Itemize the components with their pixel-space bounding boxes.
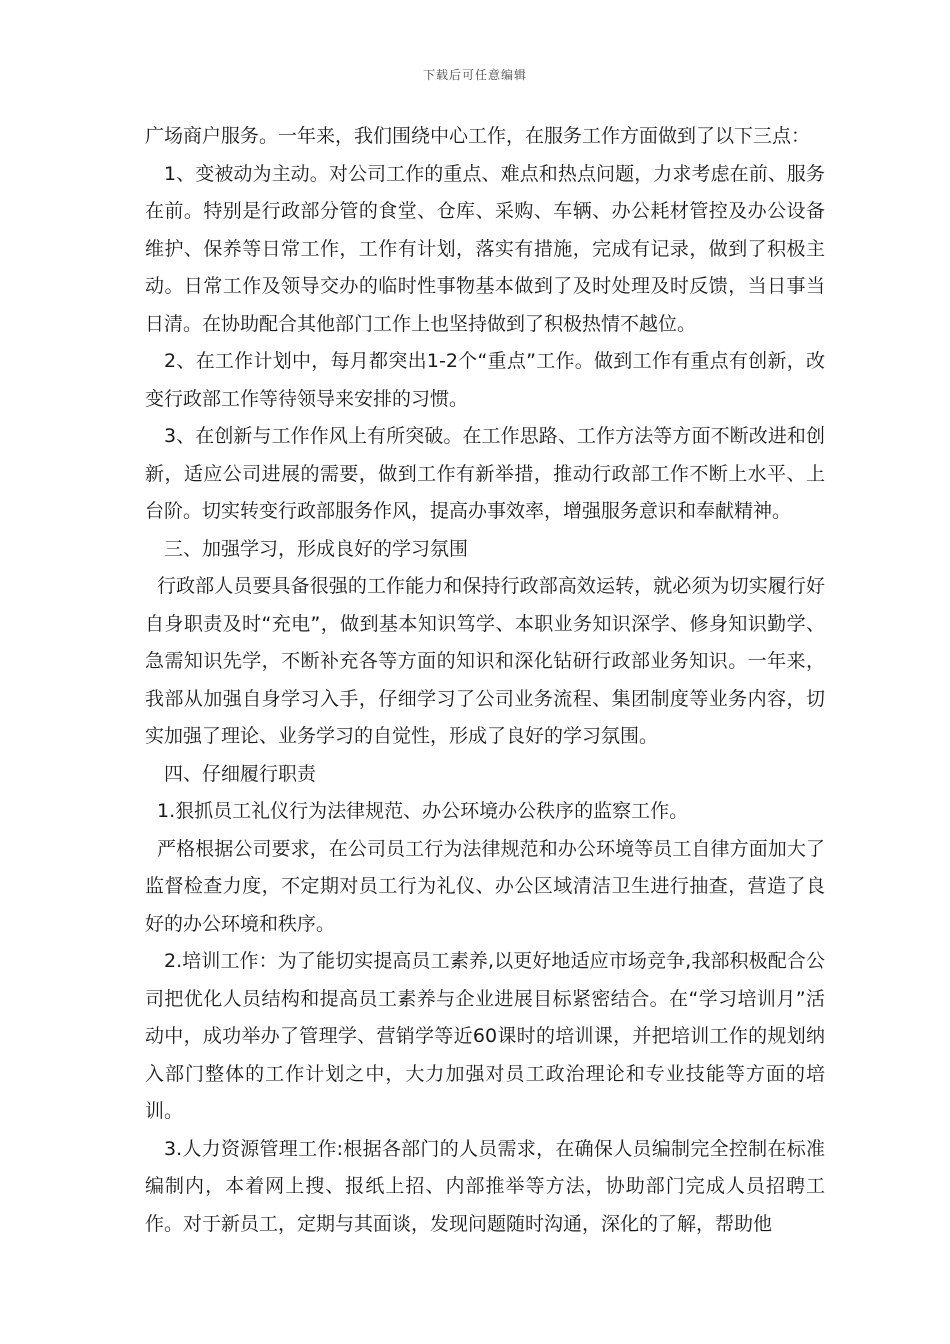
paragraph-duty-3: 3.人力资源管理工作:根据各部门的人员需求，在确保人员编制完全控制在标准编制内，本着网上搜、报纸上招、内部推举等方法，协助部门完成人员招聘工作。对于新员工，定期与其面谈，发现问题随时沟通，深化的了解，帮助他 (145, 1137, 825, 1235)
section-heading-3: 三、加强学习，形成良好的学习氛围 (164, 537, 469, 560)
paragraph-learning: 行政部人员要具备很强的工作能力和保持行政部高效运转，就必须为切实履行好自身职责及时“充电”，做到基本知识笃学、本职业务知识深学、修身知识勤学、急需知识先学，不断补充各等方面的知识和深化钻研行政部业务知识。一年来，我部从加强自身学习入手，仔细学习了公司业务流程、集团制度等业务内容，切实加强了理论、业务学习的自觉性，形成了良好的学习氛围。 (145, 575, 825, 747)
paragraph-point-2: 2、在工作计划中，每月都突出1-2个“重点”工作。做到工作有重点有创新，改变行政部工作等待领导来安排的习惯。 (145, 350, 825, 410)
paragraph-duty-2: 2.培训工作：为了能切实提高员工素养,以更好地适应市场竞争,我部积极配合公司把优化人员结构和提高员工素养与企业进展目标紧密结合。在“学习培训月”活动中，成功举办了管理学、营销学等近60课时的培训课，并把培训工作的规划纳入部门整体的工作计划之中，大力加强对员工政治理论和专业技能等方面的培训。 (145, 950, 825, 1122)
section-heading-4: 四、仔细履行职责 (164, 762, 317, 785)
paragraph-duty-1-detail: 严格根据公司要求，在公司员工行为法律规范和办公环境等员工自律方面加大了监督检查力度，不定期对员工行为礼仪、办公区域清洁卫生进行抽查，营造了良好的办公环境和秩序。 (145, 837, 825, 935)
paragraph-intro: 广场商户服务。一年来，我们围绕中心工作，在服务工作方面做到了以下三点： (145, 125, 811, 147)
document-body (145, 118, 825, 1243)
paragraph-point-3: 3、在创新与工作作风上有所突破。在工作思路、工作方法等方面不断改进和创新，适应公司进展的需要，做到工作有新举措，推动行政部工作不断上水平、上台阶。切实转变行政部服务作风，提高办事效率，增强服务意识和奉献精神。 (145, 425, 825, 522)
paragraph-point-1: 1、变被动为主动。对公司工作的重点、难点和热点问题，力求考虑在前、服务在前。特别是行政部分管的食堂、仓库、采购、车辆、办公耗材管控及办公设备维护、保养等日常工作，工作有计划，落实有措施，完成有记录，做到了积极主动。日常工作及领导交办的临时性事物基本做到了及时处理及时反馈，当日事当日清。在协助配合其他部门工作上也坚持做到了积极热情不越位。 (145, 162, 825, 335)
page-header: 下载后可任意编辑 (422, 68, 527, 82)
paragraph-duty-1: 1.狠抓员工礼仪行为法律规范、办公环境办公秩序的监察工作。 (157, 800, 689, 822)
